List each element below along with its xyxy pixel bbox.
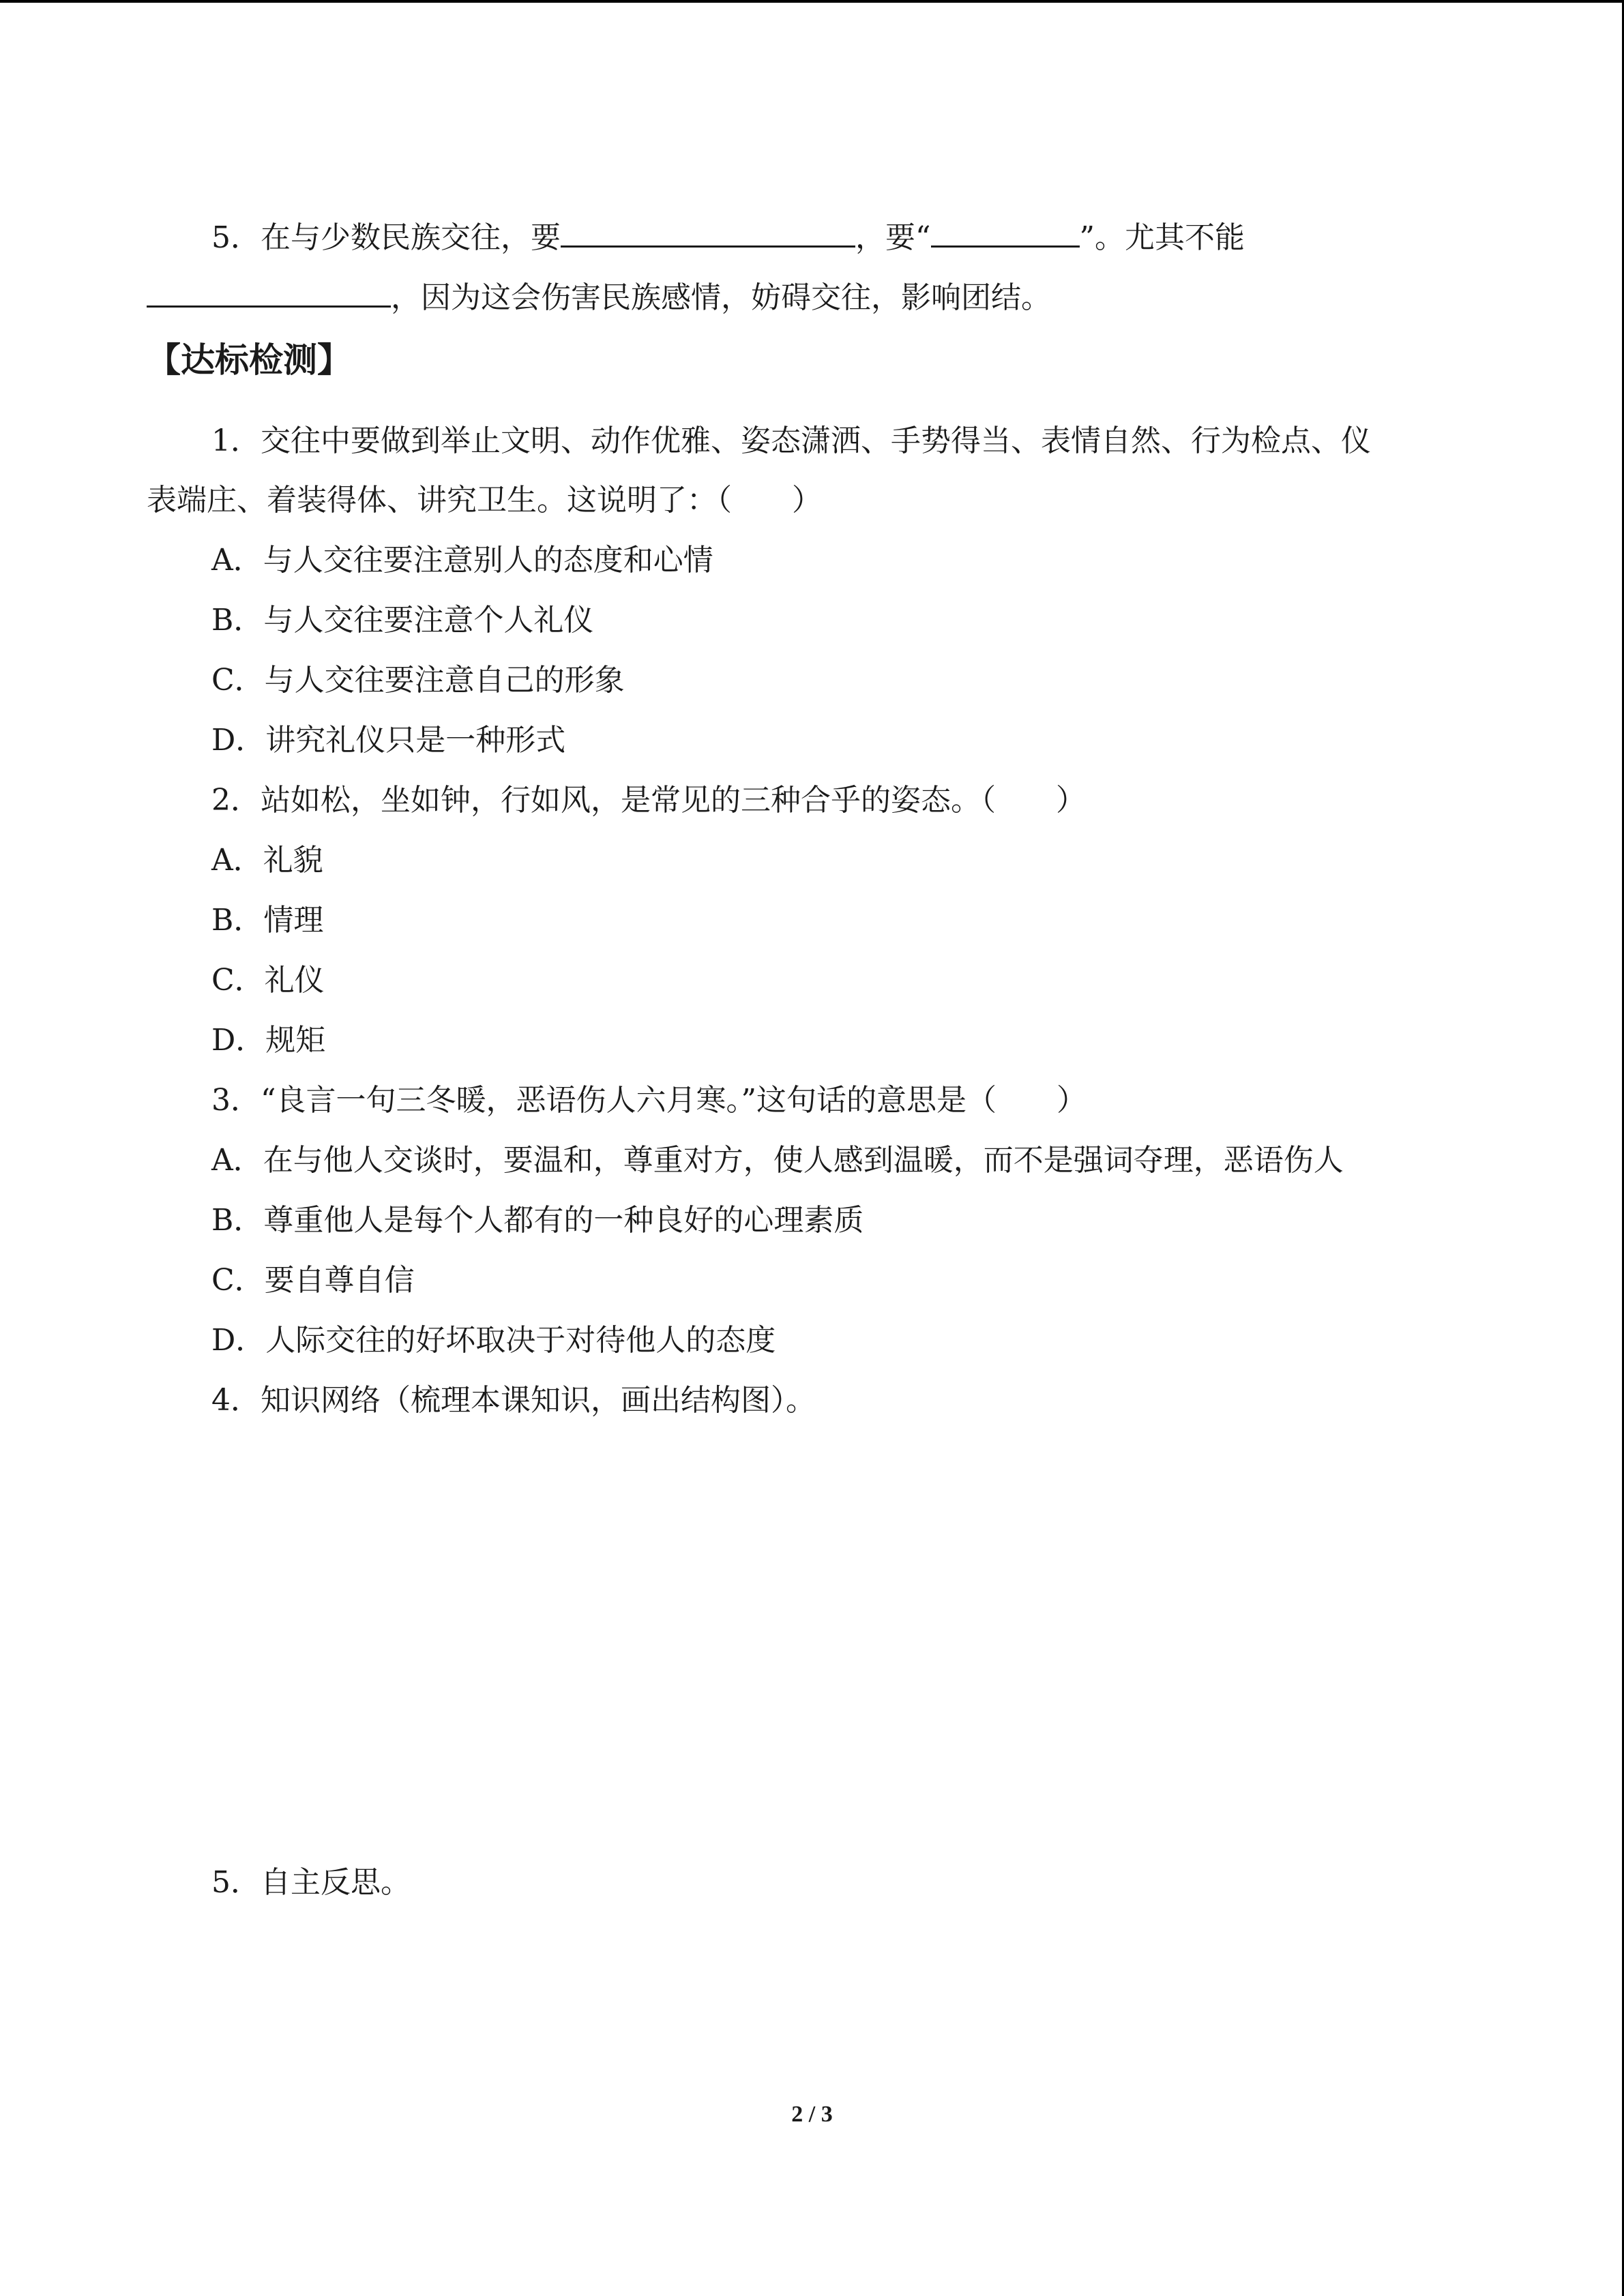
page-top-border [0,0,1624,3]
page-number: 2 / 3 [791,2102,833,2127]
question-2-stem: 2．站如松，坐如钟，行如风，是常见的三种合乎的姿态。（ ） [211,783,1086,818]
question-3-option-a[interactable]: A．在与他人交谈时，要温和，尊重对方，使人感到温暖，而不是强词夺理，恶语伤人 [211,1143,1344,1178]
question-4-knowledge-network: 4．知识网络（梳理本课知识，画出结构图）。 [211,1383,816,1418]
question-3-option-d[interactable]: D．人际交往的好坏取决于对待他人的态度 [211,1323,776,1358]
question-3-stem: 3．“良言一句三冬暖，恶语伤人六月寒。”这句话的意思是（ ） [211,1083,1087,1118]
question-1-option-d[interactable]: D．讲究礼仪只是一种形式 [211,723,566,758]
section-heading: 【达标检测】 [147,340,351,380]
question-1-option-a[interactable]: A．与人交往要注意别人的态度和心情 [211,543,713,578]
fill-in-q5-prefix: 5．在与少数民族交往，要 [211,220,561,255]
fill-in-q5-line2-suffix: ，因为这会伤害民族感情，妨碍交往，影响团结。 [391,280,1051,315]
question-2-option-d[interactable]: D．规矩 [211,1023,326,1058]
answer-blank-3[interactable] [147,275,391,308]
answer-blank-2[interactable] [931,215,1080,248]
fill-in-q5-suffix: ”。尤其不能 [1079,220,1245,255]
fill-in-q5-mid: ，要“ [855,220,931,255]
fill-in-question-5-line1 [211,215,1245,256]
question-5-self-reflection: 5．自主反思。 [211,1865,411,1900]
question-1-stem-line1: 1．交往中要做到举止文明、动作优雅、姿态潇洒、手势得当、表情自然、行为检点、仪 [211,423,1371,458]
answer-blank-1[interactable] [561,215,855,248]
question-1-stem-line2: 表端庄、着装得体、讲究卫生。这说明了：（ ） [147,483,822,518]
question-1-option-b[interactable]: B．与人交往要注意个人礼仪 [211,603,594,638]
fill-in-question-5-line2 [147,275,1051,316]
question-1-option-c[interactable]: C．与人交往要注意自己的形象 [211,663,625,698]
question-2-option-a[interactable]: A．礼貌 [211,843,323,878]
question-2-option-b[interactable]: B．情理 [211,903,324,938]
question-3-option-b[interactable]: B．尊重他人是每个人都有的一种良好的心理素质 [211,1203,864,1238]
question-2-option-c[interactable]: C．礼仪 [211,963,325,998]
question-3-option-c[interactable]: C．要自尊自信 [211,1263,415,1298]
